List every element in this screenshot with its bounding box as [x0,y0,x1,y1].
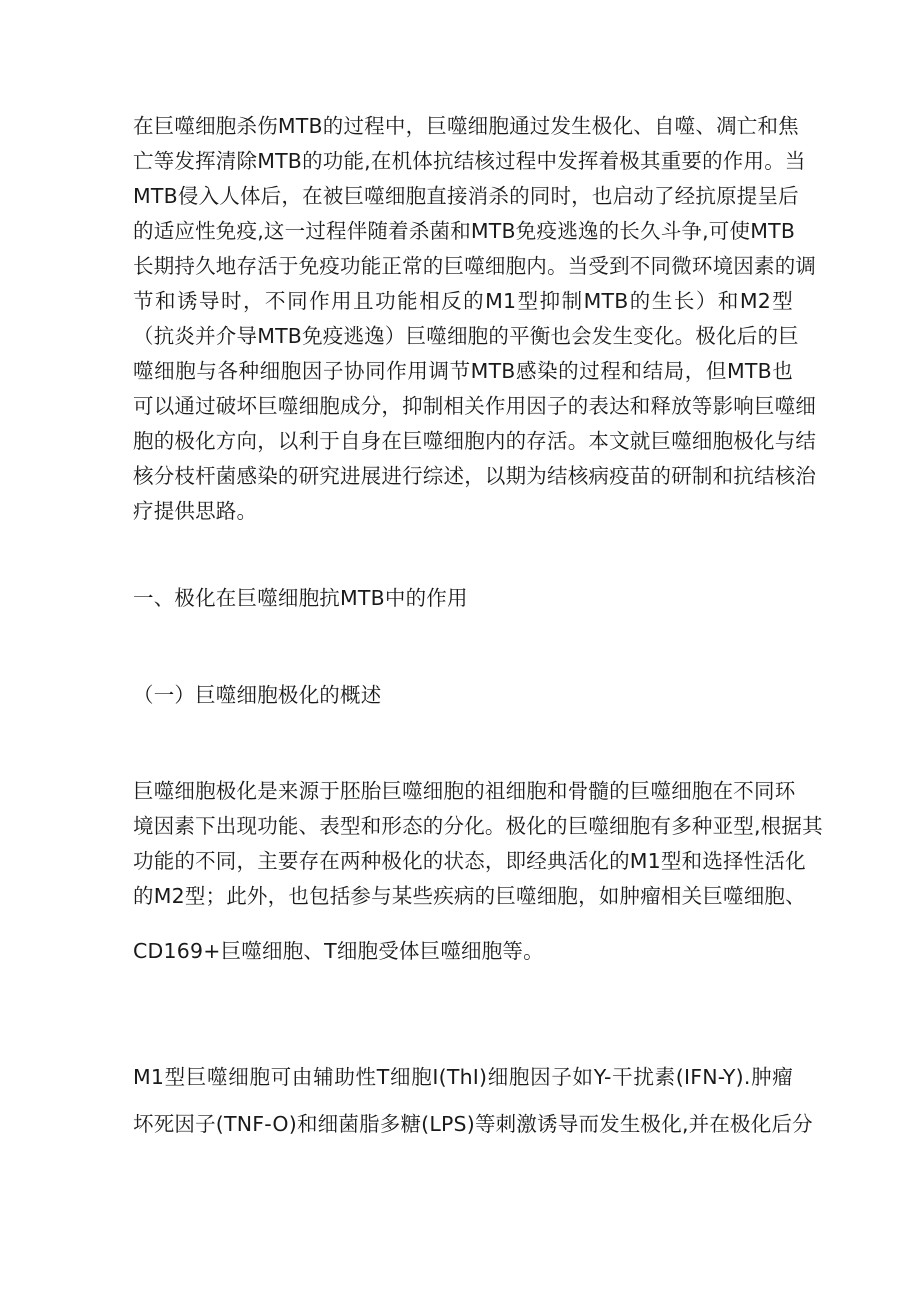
paragraph-line: 的适应性免疫,这一过程伴随着杀菌和MTB免疫逃逸的长久斗争,可使MTB [133,219,796,243]
paragraph-line: CD169+巨噬细胞、T细胞受体巨噬细胞等。 [133,939,544,963]
paragraph-line: 在巨噬细胞杀伤MTB的过程中，巨噬细胞通过发生极化、自噬、凋亡和焦 [133,114,799,138]
paragraph-line: 功能的不同，主要存在两种极化的状态，即经典活化的M1型和选择性活化 [133,849,806,873]
paragraph-line: 巨噬细胞极化是来源于胚胎巨噬细胞的祖细胞和骨髓的巨噬细胞在不同环 [133,779,796,803]
paragraph-line: 坏死因子(TNF-O)和细菌脂多糖(LPS)等刺激诱导而发生极化,并在极化后分 [133,1112,813,1136]
paragraph-line: 核分枝杆菌感染的研究进展进行综述，以期为结核病疫苗的研制和抗结核治 [133,464,817,488]
paragraph-line: 节和诱导时，不同作用且功能相反的M1型抑制MTB的生长）和M2型 [133,289,793,313]
subsection-heading: （一）巨噬细胞极化的概述 [133,683,382,707]
section-heading: 一、极化在巨噬细胞抗MTB中的作用 [133,586,468,610]
paragraph-line: M1型巨噬细胞可由辅助性T细胞I(ThI)细胞因子如Y-干扰素(IFN-Y).肿瘤 [133,1065,793,1089]
paragraph-line: 可以通过破坏巨噬细胞成分，抑制相关作用因子的表达和释放等影响巨噬细 [133,394,817,418]
paragraph-line: （抗炎并介导MTB免疫逃逸）巨噬细胞的平衡也会发生变化。极化后的巨 [133,324,799,348]
paragraph-line: MTB侵入人体后，在被巨噬细胞直接消杀的同时，也启动了经抗原提呈后 [133,184,799,208]
paragraph-line: 境因素下出现功能、表型和形态的分化。极化的巨噬细胞有多种亚型,根据其 [133,814,823,838]
paragraph-line: 噬细胞与各种细胞因子协同作用调节MTB感染的过程和结局，但MTB也 [133,359,793,383]
paragraph-line: 亡等发挥清除MTB的功能,在机体抗结核过程中发挥着极其重要的作用。当 [133,149,806,173]
paragraph-line: 的M2型；此外，也包括参与某些疾病的巨噬细胞，如肿瘤相关巨噬细胞、 [133,884,806,908]
paragraph-line: 疗提供思路。 [133,499,258,523]
paragraph-line: 胞的极化方向，以利于自身在巨噬细胞内的存活。本文就巨噬细胞极化与结 [133,429,817,453]
paragraph-line: 长期持久地存活于免疫功能正常的巨噬细胞内。当受到不同微环境因素的调 [133,254,817,278]
